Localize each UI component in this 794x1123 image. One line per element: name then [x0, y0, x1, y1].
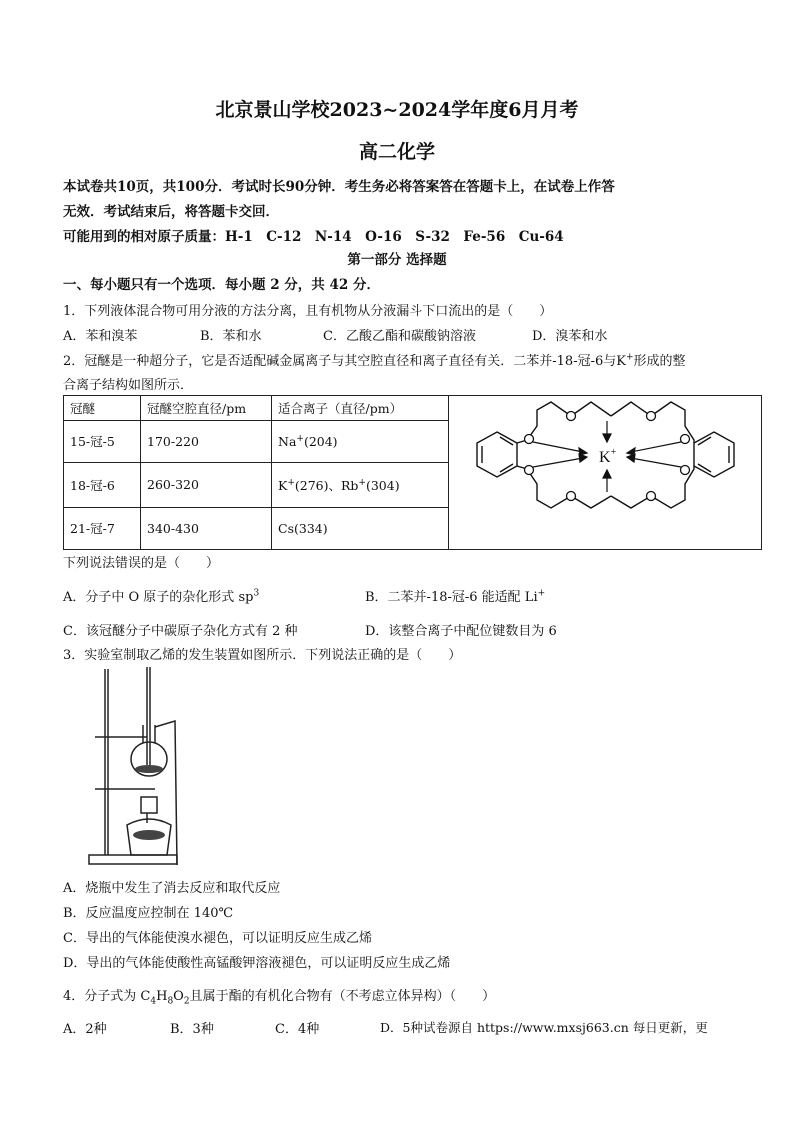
- q3-option-d: D．导出的气体能使酸性高锰酸钾溶液褪色，可以证明反应生成乙烯: [63, 956, 451, 971]
- q1-stem: 1．下列液体混合物可用分液的方法分离，且有机物从分液漏斗下口流出的是（ ）: [63, 304, 553, 319]
- section-heading: 一、每小题只有一个选项．每小题 2 分，共 42 分．: [63, 277, 380, 293]
- q3-stem: 3．实验室制取乙烯的发生装置如图所示．下列说法正确的是（ ）: [63, 648, 462, 663]
- q4-option-a: A．2种: [63, 1022, 107, 1037]
- q3-option-c: C．导出的气体能使溴水褪色，可以证明反应生成乙烯: [63, 931, 372, 946]
- q2-prompt: 下列说法错误的是（ ）: [63, 556, 220, 571]
- q3-option-b: B．反应温度应控制在 140℃: [63, 906, 234, 921]
- q1-option-c: C．乙酸乙酯和碳酸钠溶液: [323, 329, 476, 344]
- q4-option-c: C．4种: [275, 1022, 320, 1037]
- ethylene-apparatus-figure: [85, 665, 185, 870]
- table-cell: 15-冠-5: [64, 420, 141, 462]
- table-cell: 18-冠-6: [64, 462, 141, 507]
- q2-stem-line-2: 合离子结构如图所示．: [63, 378, 194, 393]
- q1-option-b: B．苯和水: [200, 329, 262, 344]
- q4-option-b: B．3种: [170, 1022, 214, 1037]
- structure-cell: [449, 396, 762, 550]
- table-cell: Na+(204): [272, 420, 449, 462]
- part-heading: 第一部分 选择题: [347, 252, 447, 268]
- q4-stem: 4．分子式为 $C_4H_8O_2$且属于酯的有机化合物有（不考虑立体异构）（ ）: [63, 989, 496, 1007]
- q2-option-b: B．二苯并-18-冠-6 能适配 Li+: [365, 588, 546, 605]
- table-cell: 170-220: [141, 420, 272, 462]
- crown-ether-table: [63, 395, 762, 550]
- center-ion-label: K+: [599, 447, 617, 466]
- q2-option-c: C．该冠醚分子中碳原子杂化方式有 2 种: [63, 624, 298, 639]
- q1-option-d: D．溴苯和水: [532, 329, 608, 344]
- q1-option-a: A．苯和溴苯: [63, 329, 138, 344]
- table-cell: Cs(334): [272, 507, 449, 549]
- table-cell: 260-320: [141, 462, 272, 507]
- instruction-line-1: 本试卷共10页，共100分．考试时长90分钟．考生务必将答案答在答题卡上，在试卷上作答: [63, 179, 615, 195]
- table-header: 冠醚: [64, 396, 141, 421]
- q2-stem-line-1: 2．冠醚是一种超分子，它是否适配碱金属离子与其空腔直径和离子直径有关．二苯并-18-冠-6与K+形成的整: [63, 352, 686, 369]
- table-cell: 340-430: [141, 507, 272, 549]
- q3-option-a: A．烧瓶中发生了消去反应和取代反应: [63, 881, 281, 896]
- instruction-line-2: 无效．考试结束后，将答题卡交回．: [63, 204, 279, 220]
- atomic-masses: 可能用到的相对原子质量：H-1 C-12 N-14 O-16 S-32 Fe-56 Cu-64: [63, 229, 564, 245]
- exam-title: 北京景山学校2023~2024学年度6月月考: [215, 99, 579, 121]
- q2-option-d: D．该整合离子中配位键数目为 6: [365, 624, 557, 639]
- exam-subject: 高二化学: [358, 141, 435, 163]
- table-cell: K+(276)、Rb+(304): [272, 462, 449, 507]
- table-header: 冠醚空腔直径/pm: [141, 396, 272, 421]
- crown-ether-structure-diagram: [449, 396, 761, 546]
- q4-option-d: D．5种试卷源自 https://www.mxsj663.cn 每日更新，更: [380, 1020, 708, 1035]
- table-header: 适合离子（直径/pm）: [272, 396, 449, 421]
- q2-option-a: A．分子中 O 原子的杂化形式 $sp^3$: [63, 588, 260, 605]
- table-cell: 21-冠-7: [64, 507, 141, 549]
